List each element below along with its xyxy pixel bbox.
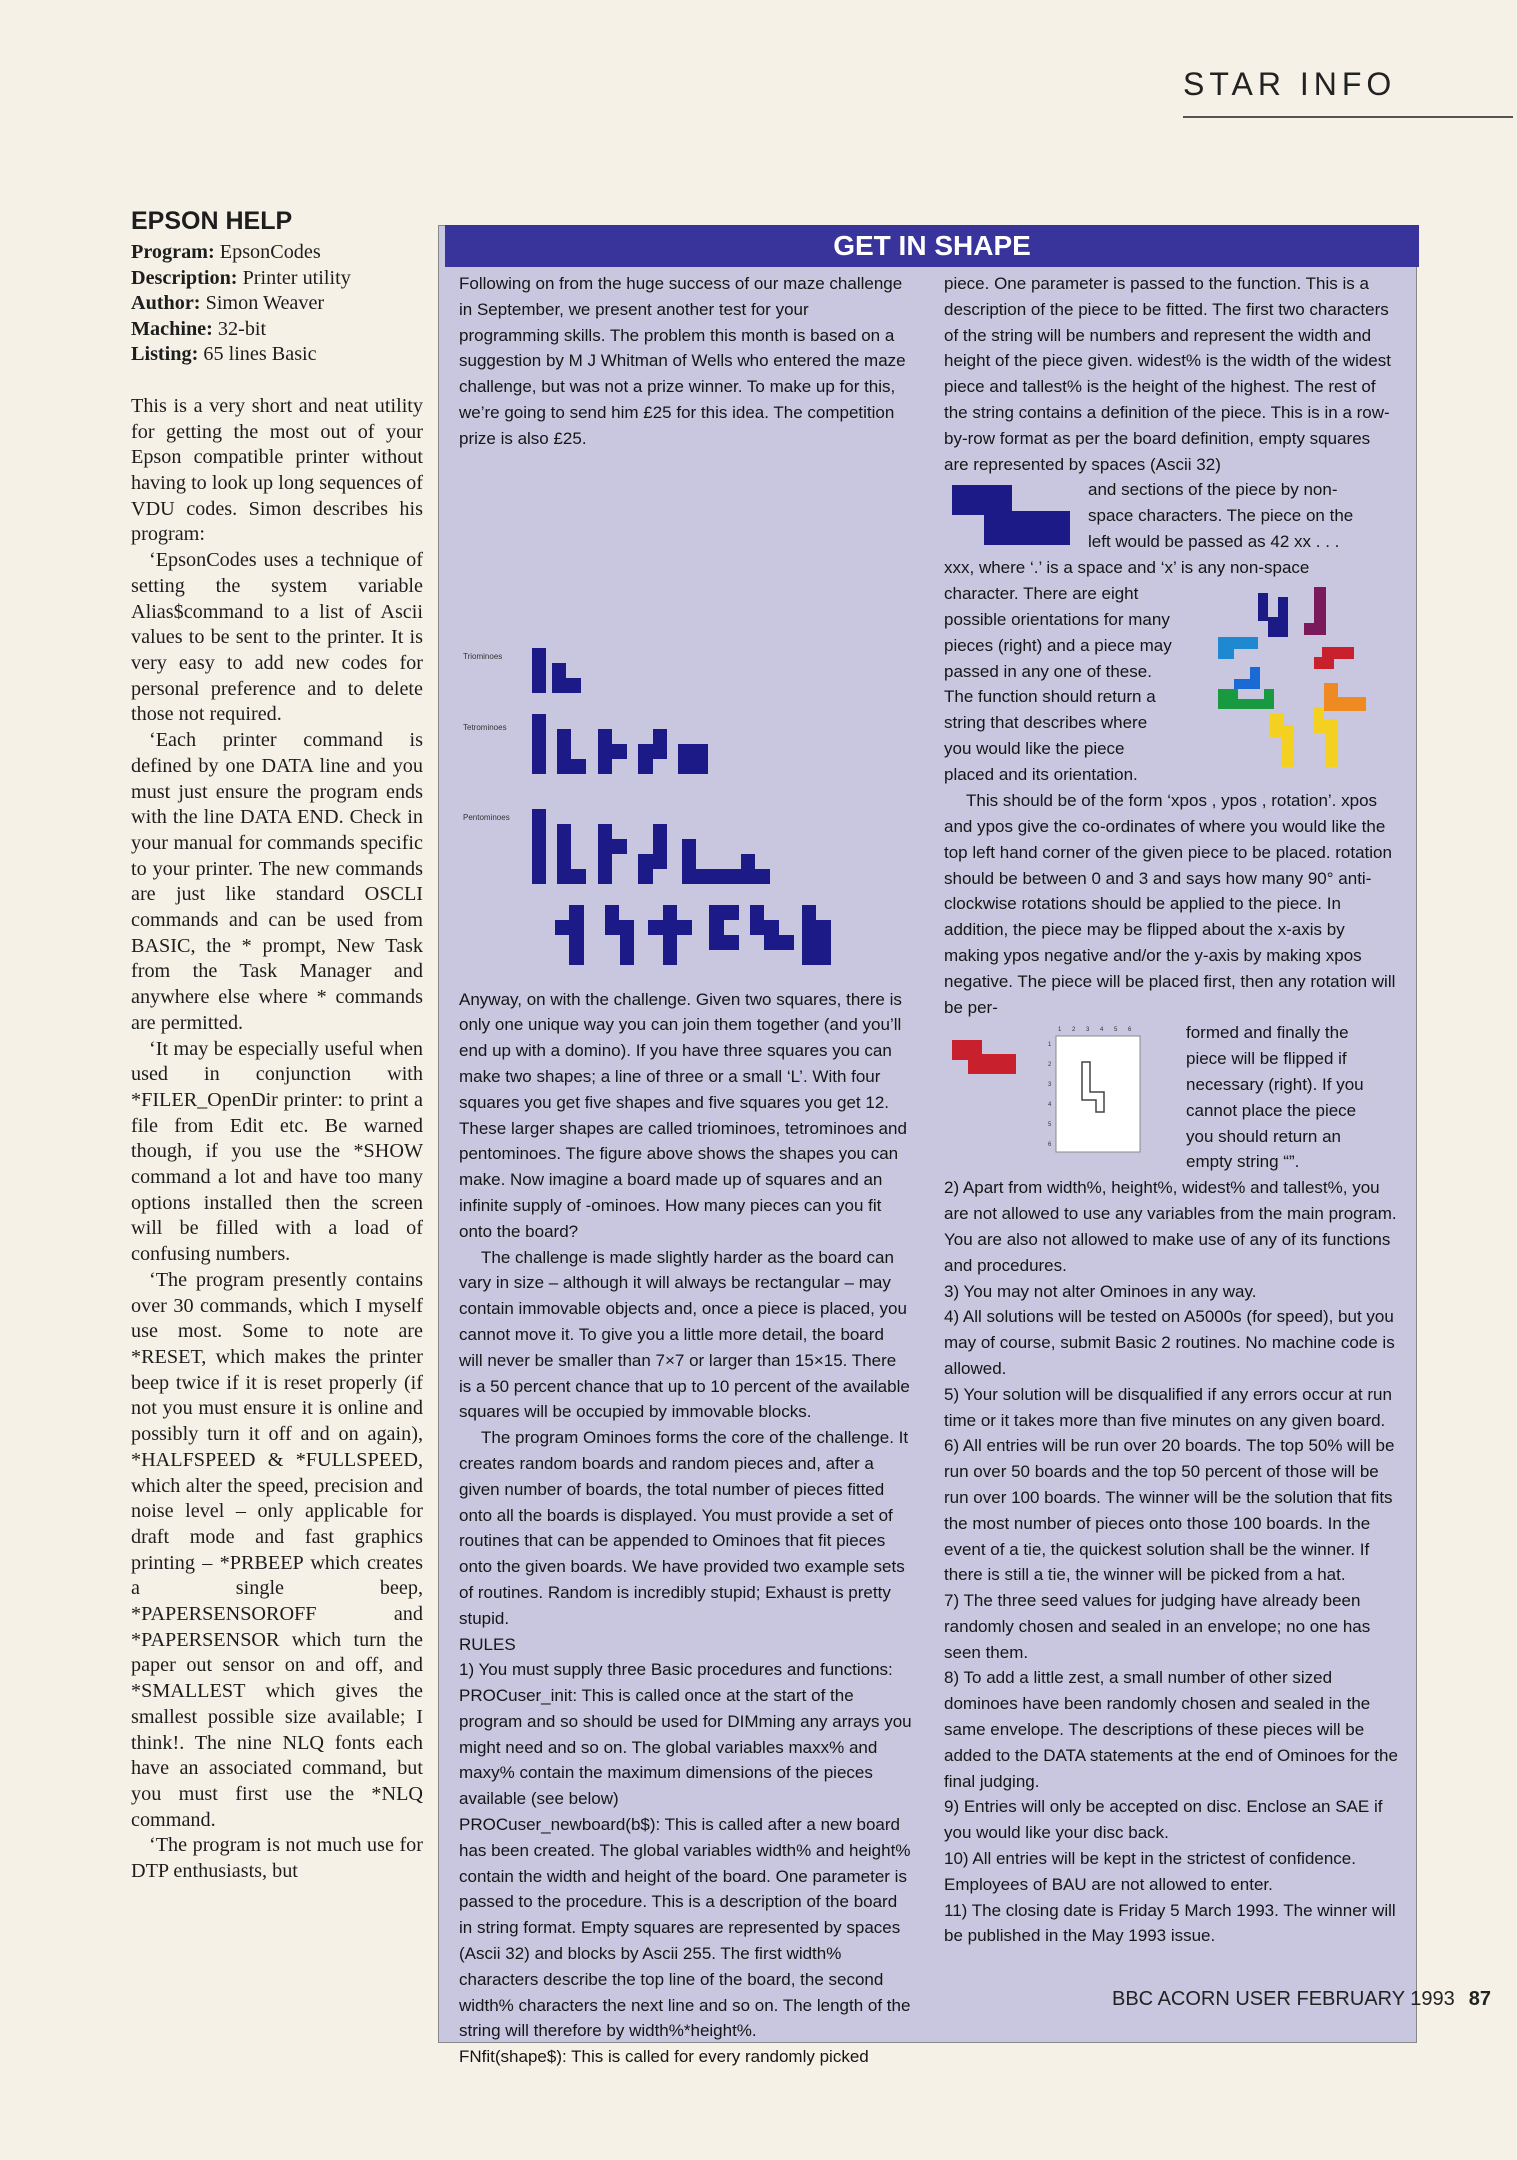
piece-tetromino-t (598, 729, 627, 774)
text-line: empty string “”. (1186, 1152, 1300, 1172)
orientation-piece-yellow2 (1314, 707, 1338, 767)
label-triominoes: Triominoes (463, 651, 503, 661)
piece-pentomino-f (555, 905, 584, 965)
piece-tetromino-l (557, 729, 586, 774)
rule-paragraph: 8) To add a little zest, a small number of other sized dominoes have been randomly chosen and sealed in the same envelope. The descriptions of these pieces will be added to the DATA statements at the end of Ominoes for the final judging. (944, 1668, 1398, 1791)
text-line: character. There are eight (944, 584, 1139, 604)
rule-paragraph: 3) You may not alter Ominoes in any way. (944, 1281, 1257, 1301)
page-number: 87 (1468, 1988, 1491, 2010)
grid-row-number: 2 (1048, 1062, 1052, 1069)
epson-help-article (131, 206, 423, 1885)
meta-machine: Machine: 32-bit (131, 317, 267, 340)
piece-pentomino-i (532, 809, 546, 884)
text-line: and sections of the piece by non- (1088, 480, 1338, 500)
piece-triomino-line (532, 648, 546, 693)
grid-col-number: 5 (1114, 1027, 1118, 1034)
rule-paragraph: PROCuser_newboard(b$): This is called after a new board has been created. The global variables width% and height% contain the width and height of the board. One parameter is passed to the procedure. This is a description of the board in string format. Empty squares are represented by spaces (Ascii 32) and blocks by Ascii 255. The first width% characters describe the top line of the board, the second width% characters the next line and so on. The length of the string will therefore by width%*height%. (459, 1815, 911, 2041)
ominoes-figure (459, 452, 912, 987)
challenge-paragraph: The program Ominoes forms the core of the challenge. It creates random boards and random pieces and, after a given number of boards, the total number of pieces fitted onto all the boards is displayed. You must provide a set of routines that can be appended to Ominoes that fit pieces onto the given boards. We have provided two example sets of routines. Random is incredibly stupid; Exhaust is pretty stupid. (459, 1428, 909, 1628)
text-line: pieces (right) and a piece may (944, 635, 1172, 655)
text-line: space characters. The piece on the (1088, 506, 1354, 526)
rule-paragraph: PROCuser_init: This is called once at the start of the program and so should be used for DIMming any arrays you might need and so on. The global variables maxx% and maxy% contain the maximum dimensions of the pieces available (see below) (459, 1686, 912, 1809)
grid-row-number: 1 (1048, 1042, 1052, 1049)
orientation-piece-red (1314, 647, 1354, 669)
flip-figure (944, 1020, 1184, 1175)
text-line: The function should return a (944, 687, 1156, 707)
text-line: xxx, where ‘.’ is a space and ‘x’ is any non-space (944, 558, 1310, 578)
rule-paragraph: 1) You must supply three Basic procedures and functions: (459, 1660, 893, 1680)
grid-col-number: 3 (1086, 1027, 1090, 1034)
grid-row-number: 6 (1048, 1142, 1052, 1149)
piece-pentomino-n (638, 824, 667, 884)
rules-heading: RULES (459, 1634, 516, 1654)
text-line: you would like the piece (944, 738, 1125, 758)
text-line: you should return an (1186, 1126, 1341, 1146)
piece-pentomino-v (682, 839, 726, 884)
example-piece-shape (952, 485, 1070, 545)
flip-piece-red (952, 1040, 1016, 1074)
fnfit-paragraph: piece. One parameter is passed to the function. This is a description of the piece to be fitted. The first two characters of the string will be numbers and represent the width and height of the piece given. widest% is the width of the widest piece and tallest% is the height of the highest. The rest of the string contains a definition of the piece. This is in a row-by-row format as per the board definition, empty squares are represented by spaces (Ascii 32) (944, 274, 1391, 474)
box-column-1 (459, 271, 912, 2070)
article-heading: EPSON HELP (131, 207, 293, 235)
program-meta (131, 240, 423, 368)
orientation-piece-purple (1304, 587, 1326, 635)
meta-description: Description: Printer utility (131, 266, 351, 289)
text-line: placed and its orientation. (944, 764, 1138, 784)
example-piece-figure (952, 485, 1072, 549)
piece-pentomino-x (648, 905, 692, 965)
orientation-piece-green (1218, 689, 1274, 709)
meta-listing: Listing: 65 lines Basic (131, 343, 317, 366)
text-line: passed in any one of these. (944, 661, 1152, 681)
rule-paragraph: 9) Entries will only be accepted on disc. Enclose an SAE if you would like your disc back. (944, 1797, 1383, 1843)
meta-author: Author: Simon Weaver (131, 292, 325, 315)
footer-publication: BBC ACORN USER FEBRUARY 1993 (1112, 1988, 1455, 2010)
article-paragraph: This is a very short and neat utility for getting the most out of your Epson compatible printer without having to look up long sequences of VDU codes. Simon describes his program: (131, 394, 423, 546)
text-line: possible orientations for many (944, 609, 1170, 629)
rule-paragraph: 5) Your solution will be disqualified if any errors occur at run time or it takes more than five minutes on any given board. (944, 1384, 1392, 1430)
grid-row-number: 4 (1048, 1102, 1052, 1109)
orientation-piece-cyan (1218, 637, 1258, 659)
piece-tetromino-line (532, 714, 546, 774)
section-title: STAR INFO (1183, 66, 1397, 102)
piece-pentomino-y (598, 824, 627, 884)
rule-paragraph: FNfit(shape$): This is called for every randomly picked (459, 2047, 869, 2067)
article-paragraph: ‘Each printer command is defined by one DATA line and you must just ensure the program ends with the line DATA END. Check in your manual for commands specific to your printer. The new commands are just like standard OSCLI commands and can be used from BASIC, the * prompt, New Task from the Task Manager and anywhere else where * commands are permitted. (131, 729, 423, 1034)
rule-paragraph: 4) All solutions will be tested on A5000s (for speed), but you may of course, submit Basic 2 routines. No machine code is allowed. (944, 1307, 1395, 1378)
piece-pentomino-t (725, 854, 770, 884)
orientation-piece-blue (1258, 593, 1288, 637)
rule-paragraph: 7) The three seed values for judging have already been randomly chosen and sealed in an envelope; no one has seen them. (944, 1591, 1371, 1662)
article-paragraph: ‘The program presently contains over 30 commands, which I myself use most. Some to note are *RESET, which makes the printer beep twice if it is reset properly (if not you must ensure it is online and possibly turn it off and on again), *HALFSPEED & *FULLSPEED, which alter the speed, precision and noise level – only applicable for draft mode and fast graphics printing – *PRBEEP which creates a single beep, *PAPERSENSOROFF and *PAPERSENSOR which turn the paper out sensor on and off, and *SMALLEST which gives the smallest possible size available; I think!. The nine NLQ fonts each have an associated command, but you must first use the *NLQ command. (131, 1268, 423, 1831)
challenge-paragraph: The challenge is made slightly harder as the board can vary in size – although it will always be rectangular – may contain immovable objects and, once a piece is placed, you cannot move it. To give you a little more detail, the board will never be smaller than 7×7 or larger than 15×15. There is a 50 percent chance that up to 10 percent of the available squares will be occupied by immovable blocks. (459, 1247, 910, 1422)
article-paragraph: ‘EpsonCodes uses a technique of setting the system variable Alias$command to a list of Ascii values to be sent to the printer. It is very easy to add new codes for personal preference and to delete those not required. (131, 549, 423, 726)
orientation-piece-blue2 (1234, 667, 1260, 689)
rule-paragraph: 2) Apart from width%, height%, widest% and tallest%, you are not allowed to use any variables from the main program. You are also not allowed to make use of any of its functions and procedures. (944, 1178, 1397, 1275)
article-paragraph: ‘The program is not much use for DTP enthusiasts, but (131, 1834, 423, 1883)
orientations-figure (1214, 587, 1394, 767)
text-line: left would be passed as 42 xx . . . (1088, 531, 1340, 551)
piece-pentomino-z (750, 905, 794, 950)
text-line: piece will be flipped if (1186, 1049, 1347, 1069)
ominoes-shapes (459, 452, 912, 987)
piece-triomino-l (552, 663, 581, 693)
grid-row-number: 3 (1048, 1082, 1052, 1089)
orientation-piece-yellow (1270, 713, 1294, 767)
orientations-block (944, 581, 1399, 788)
flip-example (944, 1020, 1399, 1175)
piece-pentomino-u (709, 905, 739, 950)
rule-paragraph: 6) All entries will be run over 20 boards. The top 50% will be run over 50 boards and the top 50 percent of those will be run over 100 boards. The winner will be the solution that fits the most number of pieces onto those 100 boards. In the event of a tie, the quickest solution shall be the winner. If there is still a tie, the winner will be picked from a hat. (944, 1436, 1395, 1585)
text-line: cannot place the piece (1186, 1100, 1357, 1120)
board-grid (1056, 1036, 1140, 1152)
intro-paragraph: Following on from the huge success of our maze challenge in September, we present another test for your programming skills. The problem this month is based on a suggestion by M J Whitman of Wells who entered the maze challenge, but was not a prize winner. To make up for this, we’re going to send him £25 for this idea. The competition prize is also £25. (459, 274, 906, 448)
box-title: GET IN SHAPE (445, 225, 1419, 267)
grid-col-number: 6 (1128, 1027, 1132, 1034)
text-line: formed and finally the (1186, 1023, 1349, 1043)
piece-pentomino-w (605, 905, 634, 965)
rule-paragraph: 10) All entries will be kept in the strictest of confidence. Employees of BAU are not allowed to enter. (944, 1849, 1356, 1894)
box-column-2 (944, 271, 1399, 1949)
text-line: string that describes where (944, 713, 1148, 733)
rule-paragraph: 11) The closing date is Friday 5 March 1993. The winner will be published in the May 1993 issue. (944, 1900, 1396, 1946)
piece-pentomino-l (557, 824, 586, 884)
piece-tetromino-square (678, 744, 708, 774)
grid-row-number: 5 (1048, 1122, 1052, 1129)
label-tetrominoes: Tetrominoes (463, 722, 507, 732)
challenge-paragraph: Anyway, on with the challenge. Given two squares, there is only one unique way you can join them together (and you’ll end up with a domino). If you have three squares you can make two shapes; a line of three or a small ‘L’. With four squares you get five shapes and five squares you get 12. These larger shapes are called triominoes, tetrominoes and pentominoes. The figure above shows the shapes you can make. Now imagine a board made up of squares and an infinite supply of -ominoes. How many pieces can you fit onto the board? (459, 989, 907, 1241)
article-paragraph: ‘It may be especially useful when used in conjunction with *FILER_OpenDir printer: to print a file from Edit etc. Be warned though, if you use the *SHOW command a lot and have too many options installed then the screen will be filled with a load of confusing numbers. (131, 1037, 423, 1266)
label-pentominoes: Pentominoes (463, 812, 510, 822)
orientation-piece-orange (1324, 683, 1366, 711)
grid-col-number: 1 (1058, 1027, 1062, 1034)
rotation-paragraph: This should be of the form ‘xpos , ypos , rotation’. xpos and ypos give the co-ordinates of where you would like the top left hand corner of the given piece to be placed. rotation should be between 0 and 3 and says how many 90° anti-clockwise rotations should be applied to the piece. In addition, the piece may be flipped about the x-axis by making ypos negative and/or the y-axis by making xpos negative. The piece will be placed first, then any rotation will be per- (944, 791, 1396, 1017)
piece-example (944, 477, 1399, 555)
grid-col-number: 4 (1100, 1027, 1104, 1034)
text-line: necessary (right). If you (1186, 1074, 1364, 1094)
grid-col-number: 2 (1072, 1027, 1076, 1034)
piece-tetromino-s (638, 729, 667, 774)
piece-pentomino-p (802, 905, 831, 965)
page-footer (1112, 1988, 1491, 2011)
meta-program: Program: EpsonCodes (131, 241, 321, 263)
section-rule (1183, 116, 1513, 118)
